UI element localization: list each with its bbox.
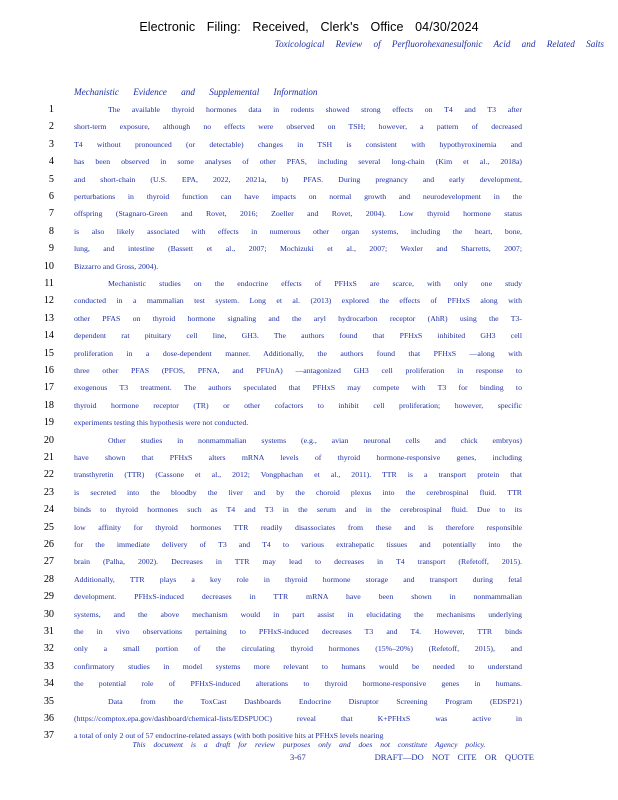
text-line: [0, 190, 618, 204]
line-number: 24: [43, 504, 54, 516]
line-text: Data from the ToxCast Dashboards Endocrine Disruptor Screening Program (EDSP21): [108, 696, 522, 706]
line-text: conducted in a mammalian test system. Long et al. (2013) explored the effects of PFHxS along with: [74, 296, 522, 306]
text-line: [0, 712, 618, 726]
line-text: development. PFHxS-induced decreases in TTR mRNA have been shown in nonmammalian: [74, 592, 522, 602]
line-text: short-term exposure, although no effects were observed on TSH; however, a pattern of decreased: [74, 122, 522, 132]
line-text: thyroid hormone receptor (TR) or other cofactors to inhibit cell proliferation; however, specific: [74, 400, 522, 410]
text-line: [0, 260, 618, 274]
line-text: transthyretin (TTR) (Cassone et al., 2012; Vongphachan et al., 2011). TTR is a transport protein that: [74, 470, 522, 480]
line-number: 2: [48, 121, 54, 133]
text-line: [0, 416, 618, 430]
line-text: brain (Palha, 2002). Decreases in TTR may lead to decreases in T4 transport (Refetoff, 2015).: [74, 557, 522, 567]
text-line: [0, 242, 618, 256]
text-line: [0, 155, 618, 169]
line-number: 15: [43, 347, 54, 359]
line-number: 35: [43, 695, 54, 707]
line-number: 6: [48, 191, 54, 202]
text-line: [0, 173, 618, 187]
line-number: 31: [43, 626, 54, 637]
line-text: a total of only 2 out of 57 endocrine-related assays (with both positive hits at PFHxS levels nearing: [74, 731, 384, 741]
line-text: proliferation in a dose-dependent manner. Additionally, the authors found that PFHxS —along with: [74, 348, 522, 358]
line-number: 13: [43, 312, 54, 324]
line-number: 4: [48, 156, 54, 168]
text-line: [0, 225, 618, 239]
text-line: [0, 538, 618, 552]
line-number: 8: [48, 225, 54, 237]
text-line: [0, 329, 618, 343]
text-line: [0, 138, 618, 152]
line-number: 18: [43, 399, 54, 411]
text-line: [0, 312, 618, 326]
line-text: Bizzarro and Gross, 2004).: [74, 261, 159, 271]
draft-disclaimer: This document is a draft for review purposes only and does not constitute Agency policy.: [132, 740, 486, 749]
line-number: 23: [43, 486, 54, 498]
line-number: 17: [43, 382, 54, 394]
text-line: [0, 434, 618, 448]
line-number: 28: [43, 573, 54, 585]
line-number: 32: [43, 643, 54, 655]
line-text: perturbations in thyroid function can have impacts on normal growth and neurodevelopment in the: [74, 192, 522, 201]
text-line: [0, 347, 618, 361]
line-number: 26: [43, 539, 54, 550]
text-line: [0, 677, 618, 691]
line-number: 3: [48, 138, 54, 150]
line-text: the potential role of PFHxS-induced alterations to thyroid hormone-responsive genes in humans.: [74, 679, 522, 689]
line-text: is secreted into the bloodby the liver and by the choroid plexus into the cerebrospinal fluid. TTR: [74, 487, 522, 497]
text-line: [0, 625, 618, 639]
text-line: [0, 468, 618, 482]
line-number: 9: [48, 243, 54, 255]
text-line: [0, 642, 618, 656]
line-number: 14: [43, 330, 54, 342]
line-text: for the immediate delivery of T3 and T4 to various extrahepatic tissues and potentially into the: [74, 540, 522, 549]
line-number: 36: [43, 713, 54, 724]
line-number: 34: [43, 678, 54, 690]
line-number: 37: [43, 730, 54, 742]
text-line: [0, 555, 618, 569]
filing-stamp: Electronic Filing: Received, Clerk's Office 04/30/2024: [139, 20, 479, 34]
line-text: Mechanistic studies on the endocrine effects of PFHxS are scarce, with only one study: [108, 279, 522, 288]
line-text: three other PFAS (PFOS, PFNA, and PFUnA) —antagonized GH3 cell proliferation in response to: [74, 366, 522, 375]
line-number: 11: [44, 278, 54, 289]
line-text: other PFAS on thyroid hormone signaling and the aryl hydrocarbon receptor (AhR) using the T3-: [74, 313, 522, 323]
text-line: [0, 486, 618, 500]
line-text: only a small portion of the circulating thyroid hormones (15%–20%) (Refetoff, 2015), and: [74, 644, 522, 654]
line-number: 25: [43, 521, 54, 533]
line-number: 30: [43, 608, 54, 620]
line-text: exogenous T3 treatment. The authors speculated that PFHxS may compete with T3 for binding to: [74, 383, 522, 393]
line-number: 19: [43, 417, 54, 429]
line-text: (https://comptox.epa.gov/dashboard/chemical-lists/EDSPUOC) reveal that K+PFHxS was active in: [74, 714, 522, 723]
text-line: [0, 399, 618, 413]
text-line: [0, 103, 618, 117]
line-number: 7: [48, 208, 54, 220]
line-number: 21: [43, 452, 54, 463]
text-line: [0, 207, 618, 221]
line-text: is also likely associated with effects in numerous other organ systems, including the heart, bone,: [74, 226, 522, 236]
line-text: Additionally, TTR plays a key role in thyroid hormone storage and transport during fetal: [74, 574, 522, 584]
line-text: have shown that PFHxS alters mRNA levels of thyroid hormone-responsive genes, including: [74, 453, 522, 462]
line-text: and short-chain (U.S. EPA, 2022, 2021a, b) PFAS. During pregnancy and early development,: [74, 174, 522, 184]
page-number: 3-67: [290, 752, 306, 762]
line-text: The available thyroid hormones data in rodents showed strong effects on T4 and T3 after: [108, 105, 522, 114]
text-line: [0, 660, 618, 674]
line-text: low affinity for thyroid hormones TTR readily disassociates from these and is therefore responsible: [74, 522, 522, 532]
text-line: [0, 573, 618, 587]
text-line: [0, 590, 618, 604]
text-line: [0, 364, 618, 378]
text-line: [0, 503, 618, 517]
text-line: [0, 381, 618, 395]
line-text: has been observed in some analyses of other PFAS, including several long-chain (Kim et al., 2018a): [74, 157, 522, 167]
section-heading: Mechanistic Evidence and Supplemental Information: [74, 87, 318, 97]
line-number: 33: [43, 660, 54, 672]
text-line: [0, 120, 618, 134]
line-number: 10: [43, 260, 54, 272]
line-number: 27: [43, 556, 54, 568]
line-text: lung, and intestine (Bassett et al., 2007; Mochizuki et al., 2007; Wexler and Sharretts, 2007;: [74, 244, 522, 254]
text-line: [0, 277, 618, 291]
line-number: 5: [48, 173, 54, 185]
draft-notice: DRAFT—DO NOT CITE OR QUOTE: [374, 752, 534, 762]
line-text: confirmatory studies in model systems more relevant to humans would be needed to understand: [74, 661, 522, 671]
text-line: [0, 695, 618, 709]
line-number: 29: [43, 591, 54, 603]
line-number: 20: [43, 434, 54, 446]
line-number: 12: [43, 295, 54, 307]
line-text: the in vivo observations pertaining to PFHxS-induced decreases T3 and T4. However, TTR binds: [74, 627, 522, 636]
running-head: Toxicological Review of Perfluorohexanesulfonic Acid and Related Salts: [274, 39, 604, 49]
line-text: experiments testing this hypothesis were not conducted.: [74, 418, 249, 428]
line-text: T4 without pronounced (or detectable) changes in TSH is consistent with hypothyroxinemia and: [74, 139, 522, 149]
line-text: Other studies in nonmammalian systems (e.g., avian neuronal cells and chick embryos): [108, 435, 522, 445]
line-number: 1: [48, 104, 54, 115]
text-line: [0, 294, 618, 308]
text-line: [0, 608, 618, 622]
text-line: [0, 521, 618, 535]
text-line: [0, 451, 618, 465]
line-text: offspring (Stagnaro-Green and Rovet, 2016; Zoeller and Rovet, 2004). Low thyroid hormone status: [74, 209, 522, 219]
line-number: 22: [43, 469, 54, 481]
line-number: 16: [43, 365, 54, 376]
line-text: dependent rat pituitary cell line, GH3. The authors found that PFHxS inhibited GH3 cell: [74, 331, 522, 341]
line-text: binds to thyroid hormones such as T4 and T3 in the serum and in the cerebrospinal fluid. Due to its: [74, 505, 522, 515]
line-text: systems, and the above mechanism would in part assist in elucidating the mechanisms underlying: [74, 609, 522, 619]
